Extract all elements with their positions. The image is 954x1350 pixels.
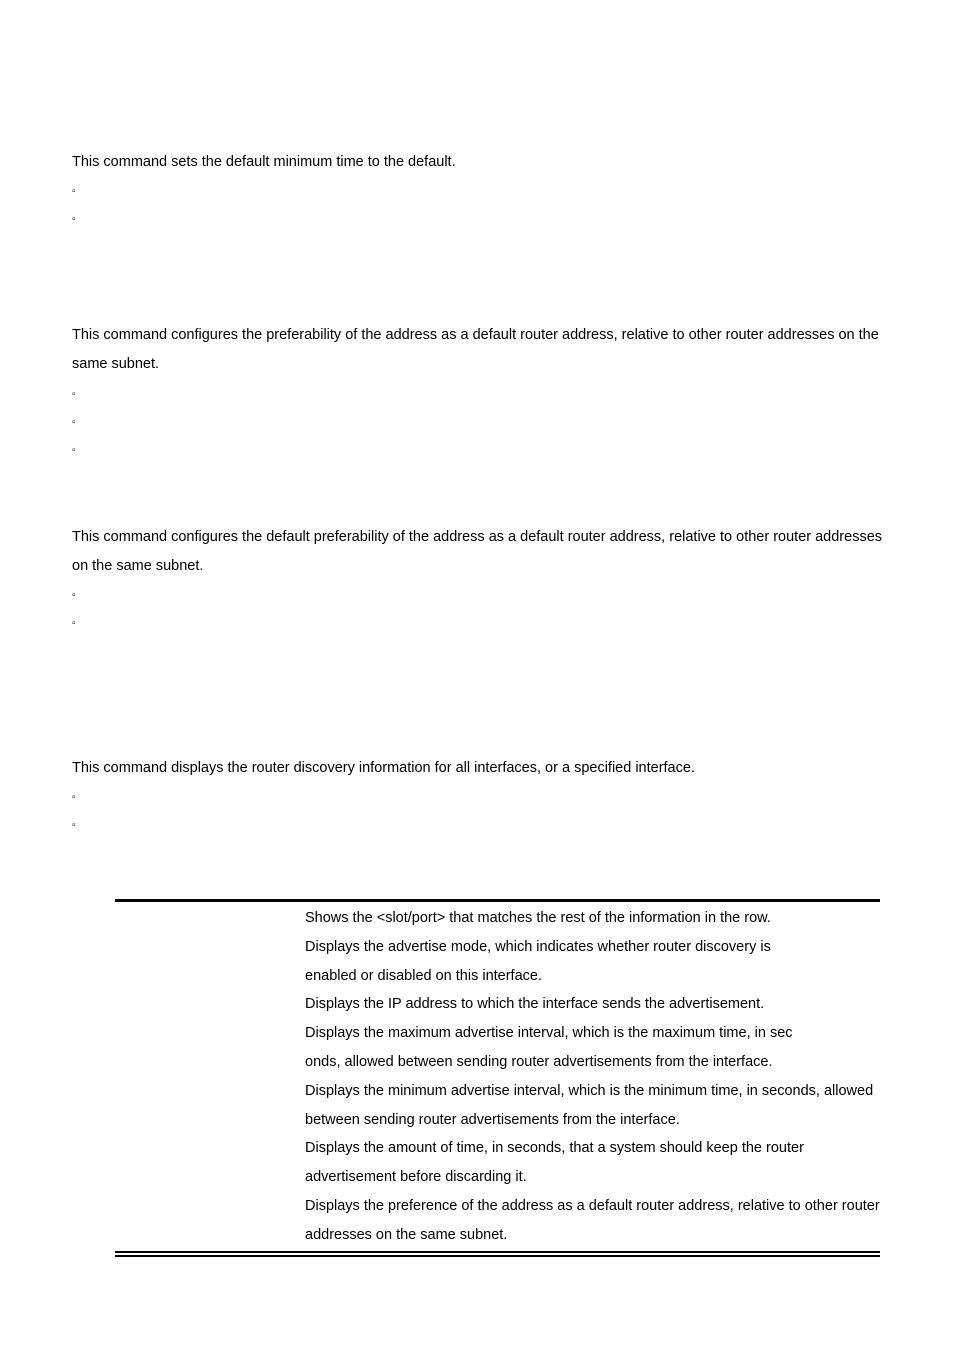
section2-description-line2: same subnet. — [72, 356, 160, 372]
field-description-table — [305, 904, 885, 1250]
table-row: Shows the <slot/port> that matches the rest of the information in the row. — [305, 910, 771, 926]
section3-description-line1: This command configures the default preferability of the address as a default router address, relative to other router addresses — [72, 529, 883, 545]
table-row: Displays the amount of time, in seconds, that a system should keep the router — [305, 1140, 804, 1157]
bullet-marker: ▫ — [72, 820, 76, 831]
bullet-marker: ▫ — [72, 389, 76, 400]
bullet-marker: ▫ — [72, 590, 76, 601]
section1-description: This command sets the default minimum time to the default. — [72, 154, 456, 170]
bullet-marker: ▫ — [72, 792, 76, 803]
table-row: Displays the minimum advertise interval, which is the minimum time, in seconds, allowed — [305, 1082, 874, 1099]
bullet-marker: ▫ — [72, 214, 76, 225]
bullet-marker: ▫ — [72, 445, 76, 456]
table-row: onds, allowed between sending router advertisements from the interface. — [305, 1053, 773, 1070]
table-row: between sending router advertisements from the interface. — [305, 1111, 680, 1128]
table-row: addresses on the same subnet. — [305, 1226, 508, 1243]
bullet-marker: ▫ — [72, 417, 76, 428]
table-bottom-rule — [115, 1251, 880, 1257]
bullet-marker: ▫ — [72, 186, 76, 197]
table-row: advertisement before discarding it. — [305, 1169, 527, 1186]
table-row: Displays the IP address to which the interface sends the advertisement. — [305, 996, 765, 1013]
section3-description-line2: on the same subnet. — [72, 558, 204, 574]
section4-description: This command displays the router discovery information for all interfaces, or a specified interface. — [72, 760, 695, 776]
table-row: Displays the advertise mode, which indicates whether router discovery is — [305, 938, 771, 955]
table-row: enabled or disabled on this interface. — [305, 967, 542, 984]
table-top-rule — [115, 899, 880, 902]
section2-description-line1: This command configures the preferability of the address as a default router address, relative to other router addresses on the — [72, 327, 879, 343]
table-row: Displays the maximum advertise interval, which is the maximum time, in sec — [305, 1025, 793, 1042]
bullet-marker: ▫ — [72, 618, 76, 629]
table-row: Displays the preference of the address as a default router address, relative to other router — [305, 1197, 880, 1214]
